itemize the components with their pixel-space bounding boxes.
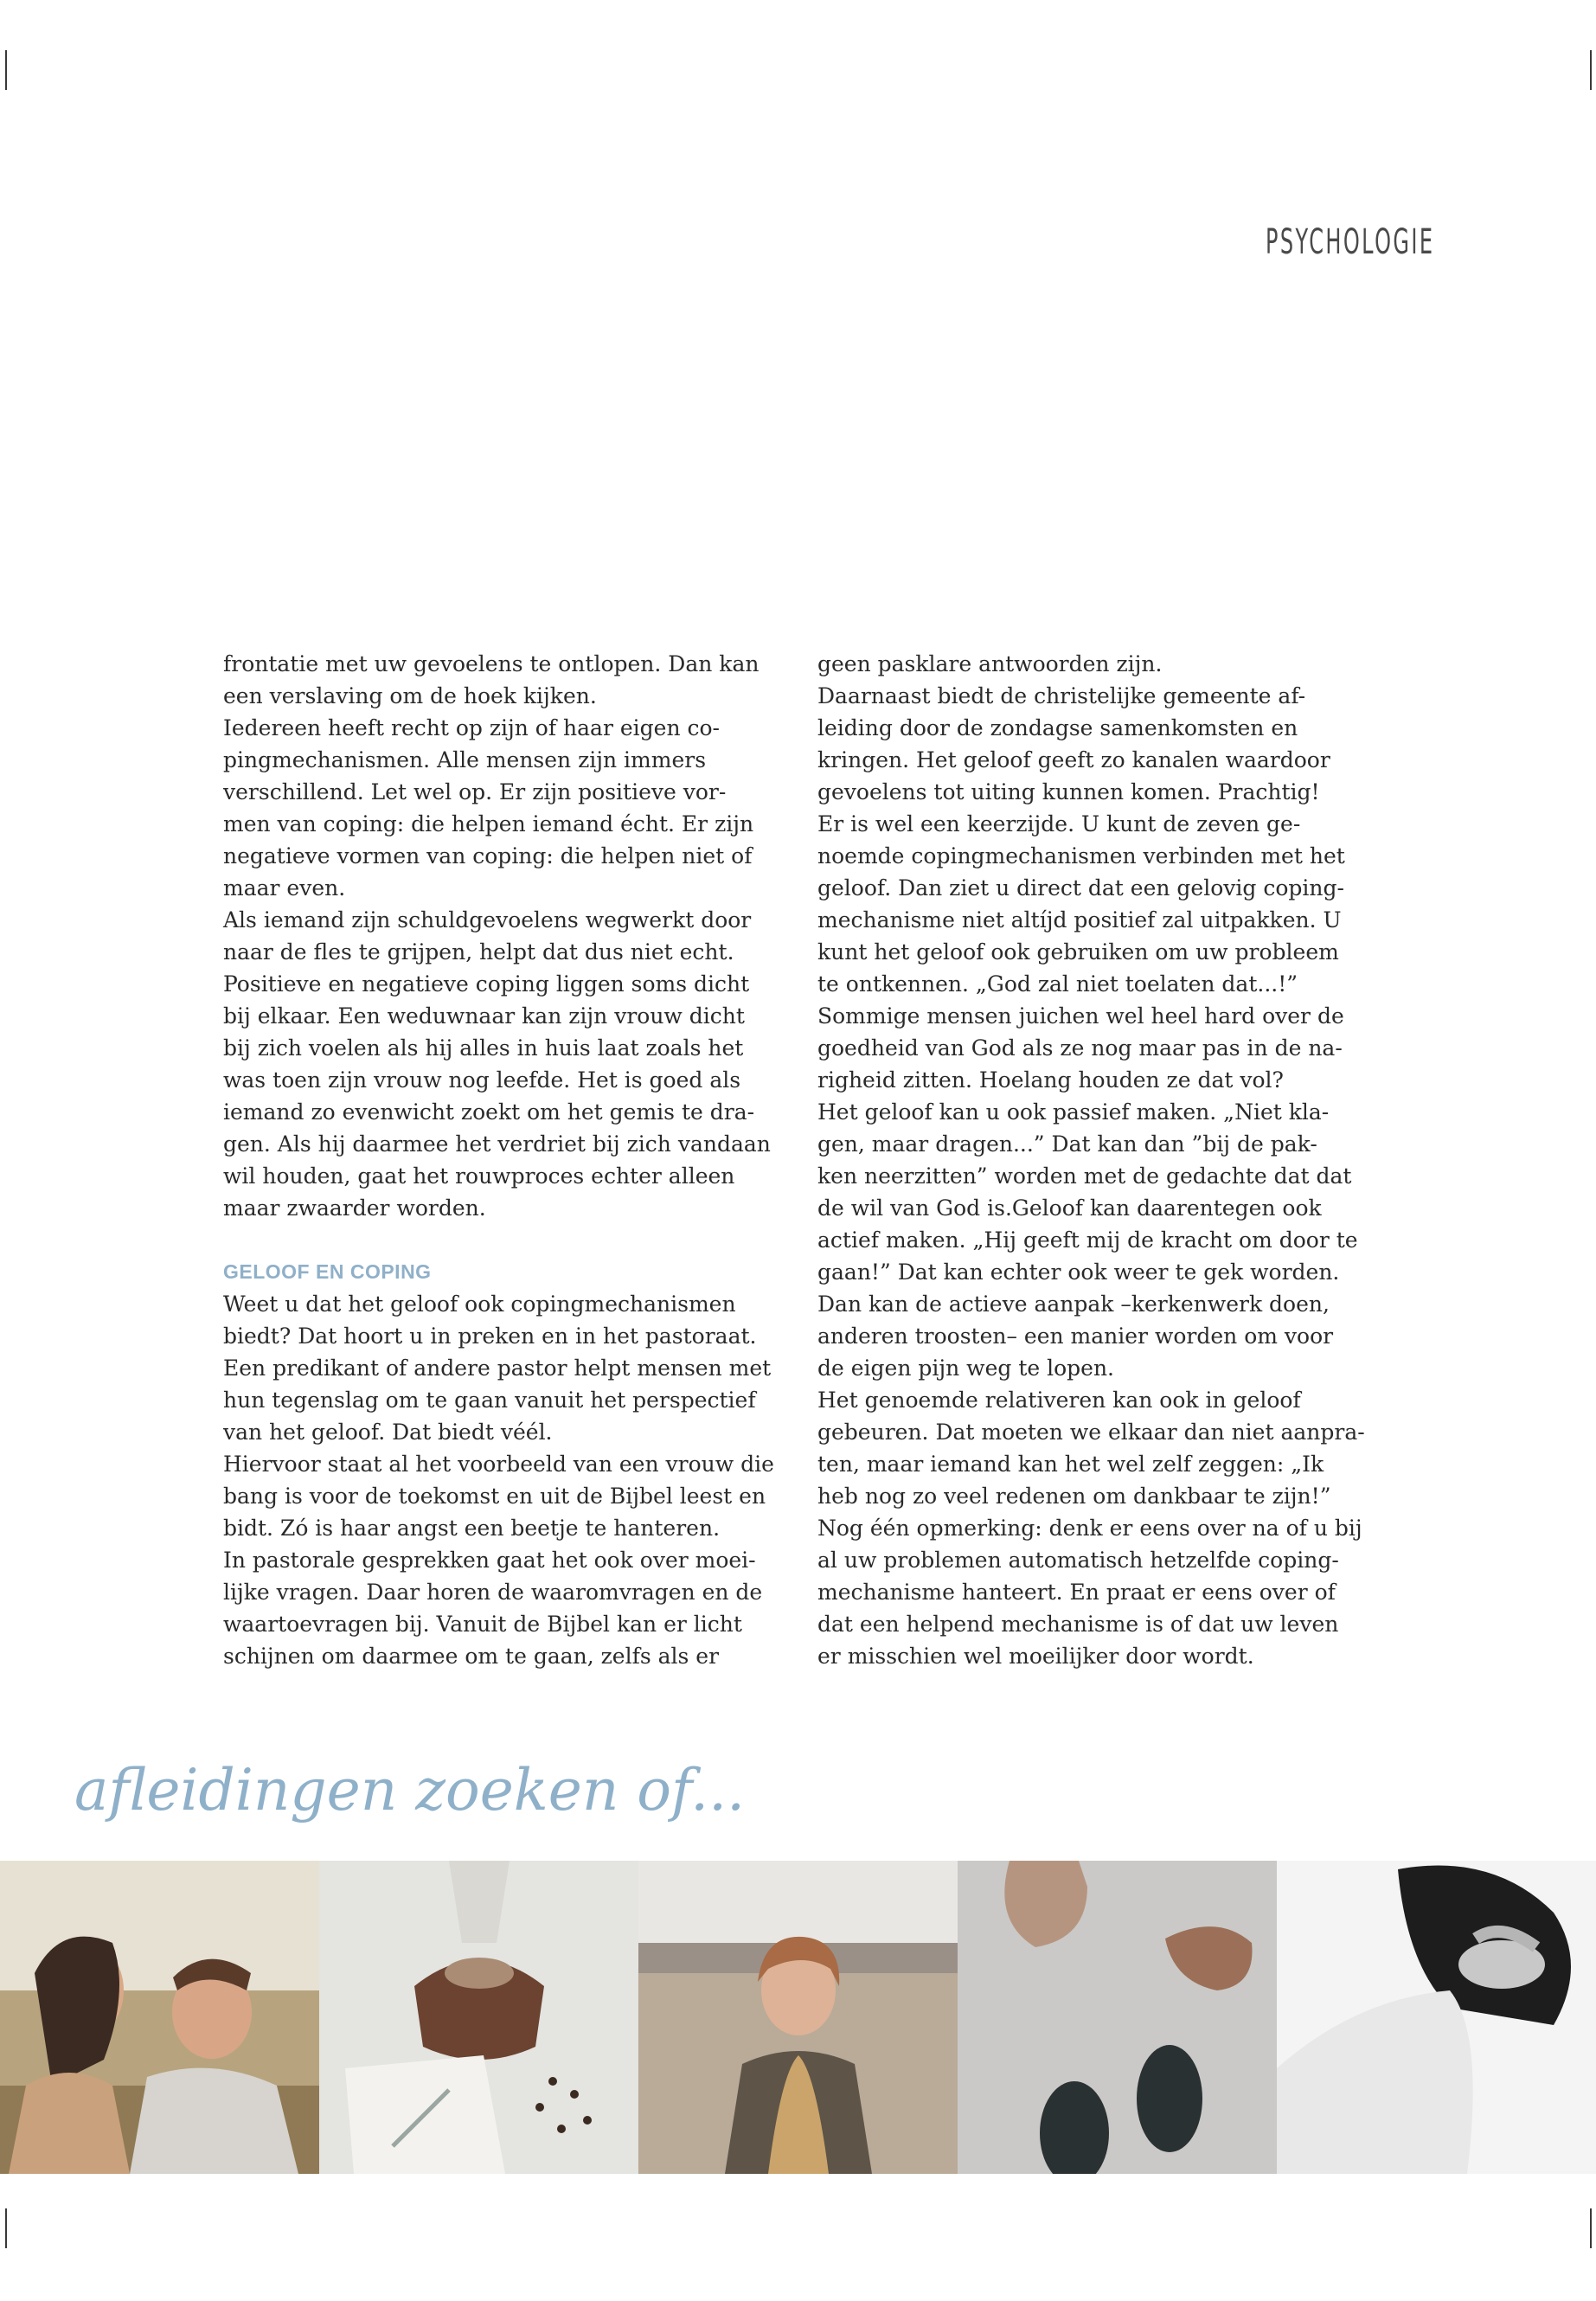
text-line: mechanisme hanteert. En praat er eens over of — [817, 1580, 1336, 1605]
right-text-block — [817, 648, 1393, 1672]
text-line: Er is wel een keerzijde. U kunt de zeven ge- — [817, 811, 1301, 836]
text-line: bidt. Zó is haar angst een beetje te hanteren. — [223, 1516, 721, 1541]
text-line: leiding door de zondagse samenkomsten en — [817, 715, 1298, 740]
text-line: frontatie met uw gevoelens te ontlopen. Dan kan — [223, 651, 760, 676]
section-heading: GELOOF EN COPING — [223, 1260, 432, 1283]
text-line: hun tegenslag om te gaan vanuit het perspectief — [223, 1388, 756, 1413]
text-line: ken neerzitten” worden met de gedachte dat dat — [817, 1163, 1352, 1189]
text-line: de wil van God is.Geloof kan daarentegen ook — [817, 1195, 1322, 1221]
text-line: gaan!” Dat kan echter ook weer te gek worden. — [817, 1259, 1340, 1285]
text-line: bij elkaar. Een weduwnaar kan zijn vrouw dicht — [223, 1003, 745, 1029]
text-line: men van coping: die helpen iemand écht. Er zijn — [223, 811, 754, 836]
text-line: de eigen pijn weg te lopen. — [817, 1356, 1115, 1381]
text-line: noemde copingmechanismen verbinden met het — [817, 843, 1345, 868]
text-line: heb nog zo veel redenen om dankbaar te zijn!” — [817, 1484, 1331, 1509]
text-line: al uw problemen automatisch hetzelfde coping- — [817, 1548, 1339, 1573]
text-line: bang is voor de toekomst en uit de Bijbel leest en — [223, 1484, 766, 1509]
text-line: schijnen om daarmee om te gaan, zelfs als er — [223, 1644, 720, 1669]
text-line: Sommige mensen juichen wel heel hard over de — [817, 1003, 1344, 1029]
text-line: Iedereen heeft recht op zijn of haar eigen co- — [223, 715, 720, 740]
text-line: Hiervoor staat al het voorbeeld van een vrouw die — [223, 1452, 774, 1477]
text-line: maar zwaarder worden. — [223, 1195, 486, 1221]
text-line: Het genoemde relativeren kan ook in geloof — [817, 1388, 1301, 1413]
section-label: PSYCHOLOGIE — [1266, 222, 1435, 262]
text-line: Het geloof kan u ook passief maken. „Niet kla- — [817, 1099, 1330, 1125]
left-text-block-2 — [223, 1288, 798, 1672]
text-line: Weet u dat het geloof ook copingmechanismen — [223, 1292, 736, 1317]
article-column-left — [223, 648, 798, 1672]
text-line: In pastorale gesprekken gaat het ook over moei- — [223, 1548, 756, 1573]
text-line: gen. Als hij daarmee het verdriet bij zich vandaan — [223, 1131, 771, 1157]
article-column-right — [817, 648, 1393, 1672]
text-line: gevoelens tot uiting kunnen komen. Prachtig! — [817, 779, 1320, 804]
text-line: anderen troosten– een manier worden om voor — [817, 1324, 1334, 1349]
text-line: negatieve vormen van coping: die helpen niet of — [223, 843, 753, 868]
text-line: wil houden, gaat het rouwproces echter alleen — [223, 1163, 735, 1189]
text-line: ten, maar iemand kan het wel zelf zeggen: „Ik — [817, 1452, 1324, 1477]
text-line: kringen. Het geloof geeft zo kanalen waardoor — [817, 747, 1330, 772]
text-line: verschillend. Let wel op. Er zijn positieve vor- — [223, 779, 727, 804]
crop-mark-top-left — [5, 50, 7, 90]
text-line: dat een helpend mechanisme is of dat uw leven — [817, 1612, 1339, 1637]
text-line: waartoevragen bij. Vanuit de Bijbel kan er licht — [223, 1612, 742, 1637]
crop-mark-bottom-right — [1590, 2208, 1592, 2248]
text-line: maar even. — [223, 875, 346, 901]
text-line: geen pasklare antwoorden zijn. — [817, 651, 1163, 676]
text-line: bij zich voelen als hij alles in huis laat zoals het — [223, 1035, 744, 1061]
text-line: pingmechanismen. Alle mensen zijn immers — [223, 747, 707, 772]
text-line: een verslaving om de hoek kijken. — [223, 683, 597, 708]
photo-laughing-couple — [0, 1861, 319, 2174]
text-line: was toen zijn vrouw nog leefde. Het is goed als — [223, 1067, 741, 1093]
text-line: Dan kan de actieve aanpak –kerkenwerk doen, — [817, 1292, 1330, 1317]
text-line: Nog één opmerking: denk er eens over na of u bij — [817, 1516, 1362, 1541]
text-line: actief maken. „Hij geeft mij de kracht om door te — [817, 1227, 1358, 1253]
left-text-block-1 — [223, 648, 798, 1224]
text-line: gebeuren. Dat moeten we elkaar dan niet aanpra- — [817, 1420, 1365, 1445]
photo-shoes — [958, 1861, 1277, 2174]
text-line: iemand zo evenwicht zoekt om het gemis te dra- — [223, 1099, 755, 1125]
text-line: goedheid van God als ze nog maar pas in de na- — [817, 1035, 1343, 1061]
text-line: righeid zitten. Hoelang houden ze dat vol? — [817, 1067, 1284, 1093]
photo-hands-on-head — [1277, 1861, 1596, 2174]
text-line: lijke vragen. Daar horen de waaromvragen en de — [223, 1580, 763, 1605]
script-caption: afleidingen zoeken of... — [74, 1757, 746, 1823]
paragraph-gap — [223, 1224, 798, 1256]
text-line: Een predikant of andere pastor helpt mensen met — [223, 1356, 772, 1381]
text-line: Daarnaast biedt de christelijke gemeente af- — [817, 683, 1306, 708]
text-line: Positieve en negatieve coping liggen soms dicht — [223, 971, 750, 997]
text-line: te ontkennen. „God zal niet toelaten dat...!” — [817, 971, 1298, 997]
text-line: biedt? Dat hoort u in preken en in het pastoraat. — [223, 1324, 757, 1349]
photo-woman-field — [638, 1861, 958, 2174]
photo-coffee-notebook — [319, 1861, 638, 2174]
text-line: naar de fles te grijpen, helpt dat dus niet echt. — [223, 939, 734, 965]
crop-mark-bottom-left — [5, 2208, 7, 2248]
text-line: Als iemand zijn schuldgevoelens wegwerkt door — [223, 907, 752, 933]
text-line: geloof. Dan ziet u direct dat een gelovig coping- — [817, 875, 1344, 901]
text-line: er misschien wel moeilijker door wordt. — [817, 1644, 1254, 1669]
text-line: kunt het geloof ook gebruiken om uw probleem — [817, 939, 1339, 965]
photo-strip — [0, 1861, 1596, 2174]
crop-mark-top-right — [1590, 50, 1592, 90]
text-line: gen, maar dragen...” Dat kan dan ”bij de pak- — [817, 1131, 1317, 1157]
text-line: van het geloof. Dat biedt véél. — [223, 1420, 553, 1445]
text-line: mechanisme niet altíjd positief zal uitpakken. U — [817, 907, 1342, 933]
